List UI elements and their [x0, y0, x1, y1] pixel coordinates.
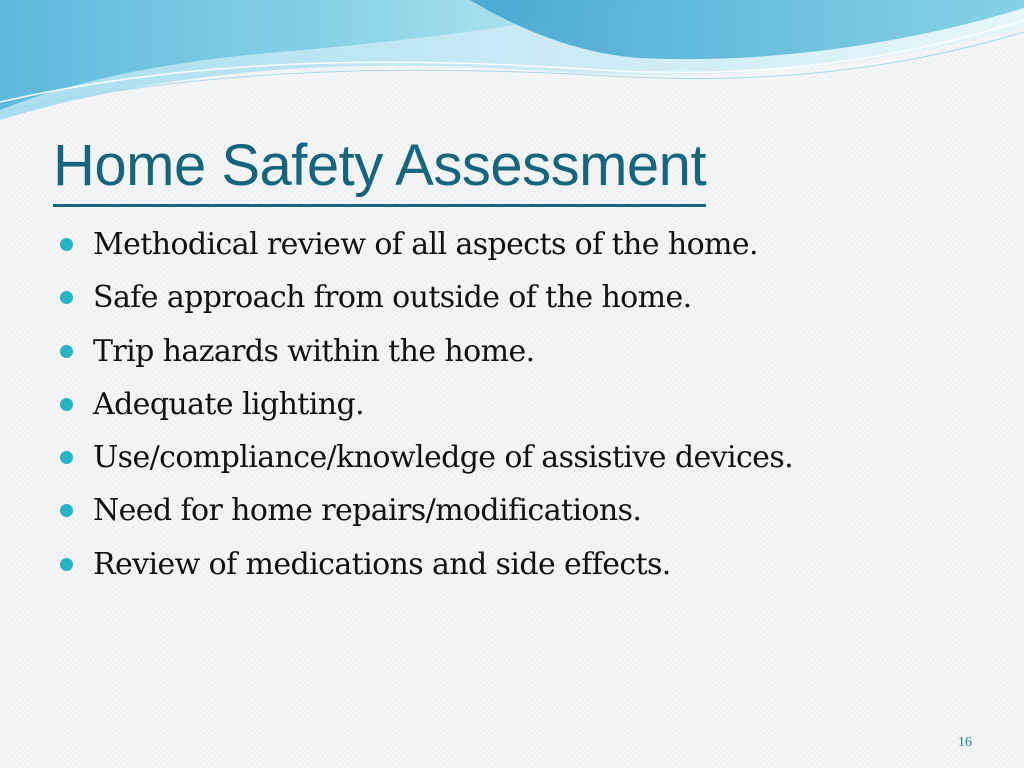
- slide-title: Home Safety Assessment: [53, 128, 706, 207]
- bullet-text: Review of medications and side effects.: [93, 546, 671, 582]
- bullet-text: Need for home repairs/modifications.: [93, 493, 642, 529]
- page-number: 16: [958, 735, 972, 750]
- bullet-text: Adequate lighting.: [93, 386, 365, 422]
- bullet-item: [60, 484, 793, 537]
- bullet-dot-icon: [60, 291, 73, 304]
- bullet-text: Methodical review of all aspects of the home.: [93, 227, 758, 262]
- bullet-text: Trip hazards within the home.: [93, 333, 535, 369]
- bullet-text: Use/compliance/knowledge of assistive devices.: [93, 440, 794, 476]
- bullet-item: [60, 325, 793, 378]
- bullet-item: [60, 431, 793, 484]
- bullet-item: [60, 378, 793, 431]
- header-wave-decoration: [0, 0, 1024, 130]
- bullet-item: [60, 271, 793, 324]
- bullet-item: [60, 218, 793, 271]
- bullet-dot-icon: [60, 451, 73, 464]
- bullet-dot-icon: [60, 238, 73, 251]
- bullet-list: [60, 218, 793, 591]
- bullet-dot-icon: [60, 398, 73, 411]
- bullet-dot-icon: [60, 504, 73, 517]
- bullet-text: Safe approach from outside of the home.: [93, 280, 692, 316]
- bullet-dot-icon: [60, 345, 73, 358]
- bullet-item: [60, 538, 793, 591]
- bullet-dot-icon: [60, 558, 73, 571]
